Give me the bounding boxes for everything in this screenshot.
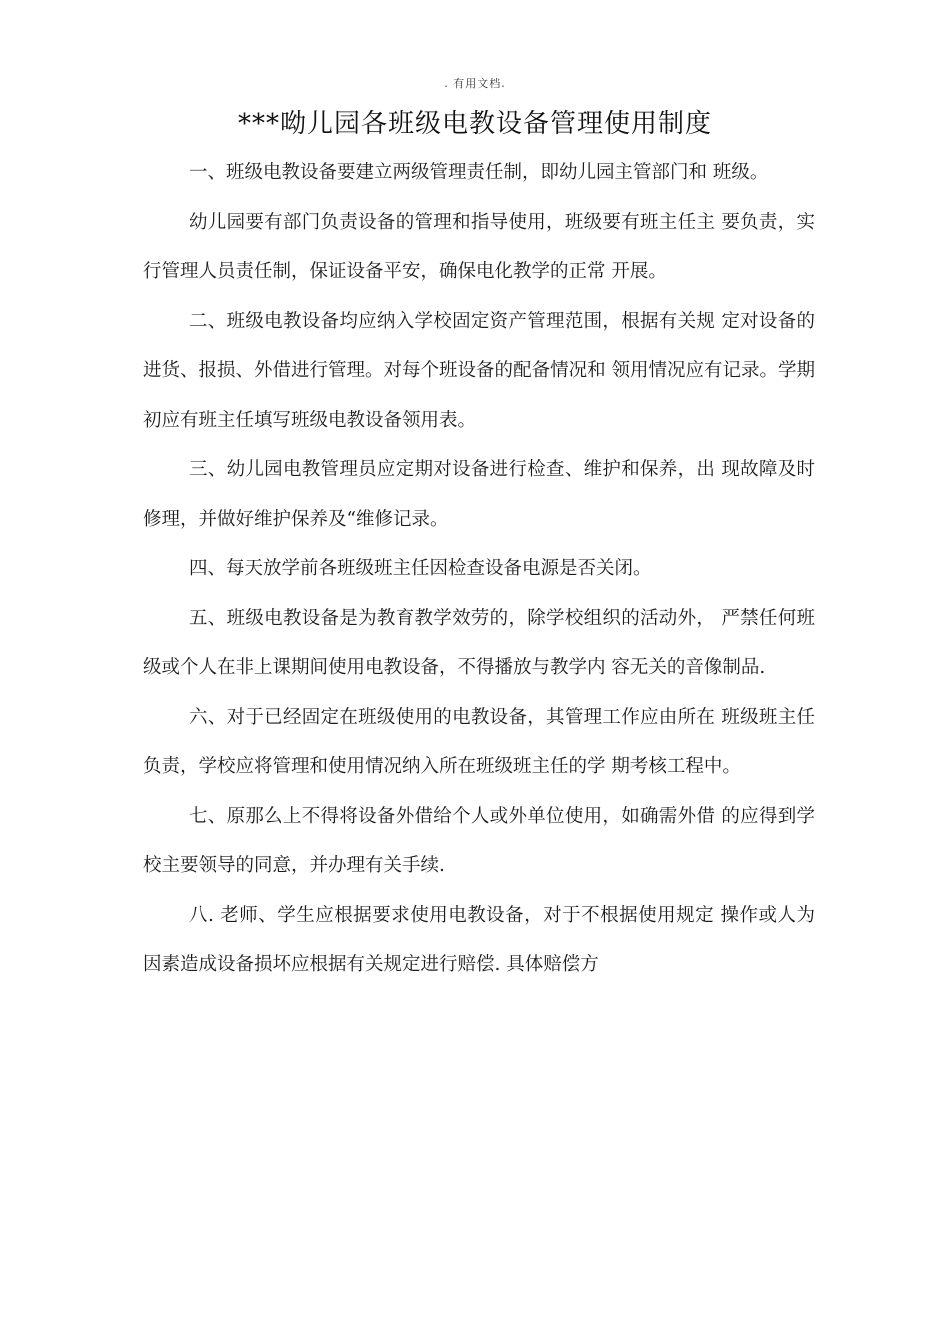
document-title: ***呦儿园各班级电教设备管理使用制度 xyxy=(237,109,712,139)
paragraph-9: 八. 老师、学生应根据要求使用电教设备，对于不根据使用规定 操作或人为因素造成设备损坏应根据有关规定进行赔偿. 具体赔偿方 xyxy=(143,904,815,975)
paragraph-5: 四、每天放学前各班级班主任因检查设备电源是否关闭。 xyxy=(189,558,652,579)
paragraph-3: 二、班级电教设备均应纳入学校固定资产管理范围，根据有关规 定对设备的进货、报损、外借进行管理。对每个班设备的配备情况和 领用情况应有记录。学期初应有班主任填写班级电教设备领用表。 xyxy=(143,310,815,431)
paragraph-7: 六、对于已经固定在班级使用的电教设备，其管理工作应由所在 班级班主任负责，学校应将管理和使用情况纳入所在班级班主任的学 期考核工程中。 xyxy=(143,706,815,777)
header-note: . 有用文档. xyxy=(444,77,506,90)
paragraph-6: 五、班级电教设备是为教育教学效劳的，除学校组织的活动外， 严禁任何班级或个人在非上课期间使用电教设备，不得播放与教学内 容无关的音像制品. xyxy=(143,607,815,678)
document-body xyxy=(143,148,815,990)
paragraph-2: 幼儿园要有部门负责设备的管理和指导使用，班级要有班主任主 要负责，实行管理人员责任制，保证设备平安，确保电化教学的正常 开展。 xyxy=(143,211,815,282)
paragraph-8: 七、原那么上不得将设备外借给个人或外单位使用，如确需外借 的应得到学校主要领导的同意，并办理有关手续. xyxy=(143,805,815,876)
paragraph-1: 一、班级电教设备要建立两级管理责任制，即幼儿园主管部门和 班级。 xyxy=(189,162,769,183)
paragraph-4: 三、幼儿园电教管理员应定期对设备进行检查、维护和保养，出 现故障及时修理，并做好维护保养及“维修记录。 xyxy=(143,459,815,530)
